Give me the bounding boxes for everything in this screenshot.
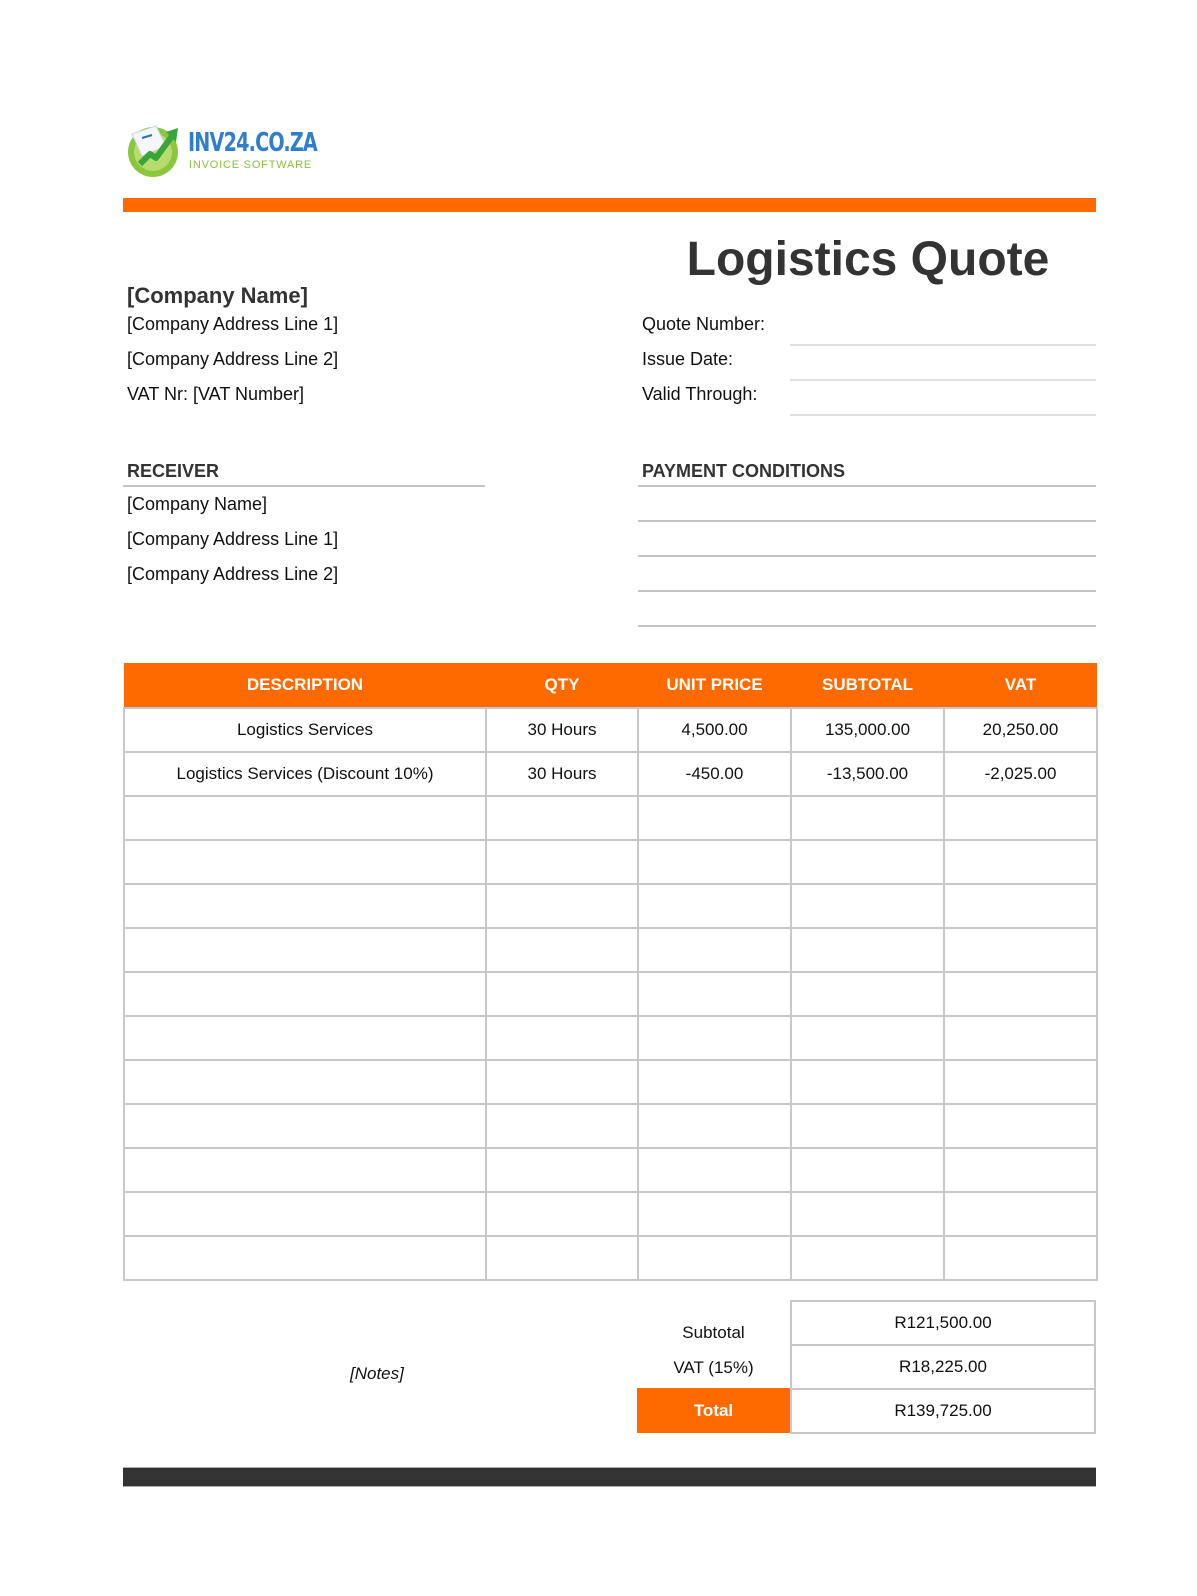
cell-description[interactable] [124,1236,486,1280]
cell-vat[interactable] [944,1060,1097,1104]
cell-subtotal[interactable] [791,1016,944,1060]
receiver-divider [123,485,485,487]
receiver-address-line-1: [Company Address Line 1] [127,529,339,549]
cell-unit-price[interactable] [638,884,791,928]
cell-description[interactable] [124,884,486,928]
sender-company-name: [Company Name] [127,283,308,308]
cell-description[interactable]: Logistics Services (Discount 10%) [124,752,486,796]
grand-total-value: R139,725.00 [790,1388,1096,1434]
sender-address-line-1: [Company Address Line 1] [127,314,339,334]
vat-total-label: VAT (15%) [673,1358,754,1377]
cell-qty[interactable] [486,1148,638,1192]
table-row [124,1148,1097,1192]
cell-vat[interactable] [944,1104,1097,1148]
payment-condition-line-1[interactable] [638,520,1096,522]
table-row [124,752,1097,796]
cell-subtotal[interactable]: -13,500.00 [791,752,944,796]
cell-qty[interactable]: 30 Hours [486,752,638,796]
column-header-unit-price: UNIT PRICE [638,663,791,708]
cell-qty[interactable] [486,1016,638,1060]
cell-vat[interactable] [944,840,1097,884]
cell-vat[interactable]: -2,025.00 [944,752,1097,796]
cell-subtotal[interactable] [791,1060,944,1104]
payment-conditions-heading: PAYMENT CONDITIONS [642,461,846,481]
table-row [124,972,1097,1016]
table-row [124,796,1097,840]
issue-date-label: Issue Date: [642,349,734,369]
logo-tagline: INVOICE SOFTWARE [189,159,313,171]
column-header-subtotal: SUBTOTAL [791,663,944,708]
cell-subtotal[interactable] [791,796,944,840]
column-header-description: DESCRIPTION [124,663,486,708]
cell-unit-price[interactable]: -450.00 [638,752,791,796]
table-row [124,1016,1097,1060]
header-accent-bar [123,198,1096,212]
payment-condition-line-2[interactable] [638,555,1096,557]
cell-unit-price[interactable] [638,1060,791,1104]
cell-vat[interactable] [944,1236,1097,1280]
column-header-qty: QTY [486,663,638,708]
cell-unit-price[interactable] [638,796,791,840]
cell-subtotal[interactable] [791,1148,944,1192]
cell-qty[interactable]: 30 Hours [486,708,638,752]
cell-vat[interactable] [944,928,1097,972]
grand-total-label: Total [637,1388,790,1433]
cell-qty[interactable] [486,884,638,928]
sender-vat-number: VAT Nr: [VAT Number] [127,384,305,404]
cell-description[interactable] [124,1104,486,1148]
cell-unit-price[interactable] [638,928,791,972]
quote-number-label: Quote Number: [642,314,766,334]
table-row [124,1104,1097,1148]
table-row [124,840,1097,884]
cell-subtotal[interactable] [791,972,944,1016]
document-title: Logistics Quote [686,233,1050,286]
line-items-table [123,663,1098,1281]
cell-qty[interactable] [486,1192,638,1236]
cell-description[interactable] [124,840,486,884]
cell-qty[interactable] [486,972,638,1016]
receiver-address-line-2: [Company Address Line 2] [127,564,339,584]
cell-qty[interactable] [486,840,638,884]
invoice-growth-arrow-icon [126,122,182,178]
cell-qty[interactable] [486,1104,638,1148]
cell-unit-price[interactable]: 4,500.00 [638,708,791,752]
cell-subtotal[interactable] [791,884,944,928]
cell-unit-price[interactable] [638,1192,791,1236]
table-row [124,708,1097,752]
cell-subtotal[interactable] [791,840,944,884]
cell-subtotal[interactable] [791,1236,944,1280]
cell-description[interactable] [124,1016,486,1060]
logo-brand-text: INV24.CO.ZA [188,128,317,158]
cell-description[interactable] [124,928,486,972]
subtotal-label: Subtotal [682,1323,745,1342]
payment-condition-line-4[interactable] [638,625,1096,627]
sender-address-line-2: [Company Address Line 2] [127,349,339,369]
cell-vat[interactable]: 20,250.00 [944,708,1097,752]
cell-unit-price[interactable] [638,1236,791,1280]
cell-unit-price[interactable] [638,1016,791,1060]
cell-vat[interactable] [944,796,1097,840]
company-logo [126,120,326,180]
issue-date-field[interactable] [790,379,1096,381]
cell-unit-price[interactable] [638,1148,791,1192]
table-row [124,928,1097,972]
cell-description[interactable] [124,1192,486,1236]
payment-condition-line-3[interactable] [638,590,1096,592]
receiver-company-name: [Company Name] [127,494,268,514]
quote-number-field[interactable] [790,344,1096,346]
valid-through-label: Valid Through: [642,384,758,404]
cell-subtotal[interactable] [791,1104,944,1148]
cell-subtotal[interactable] [791,928,944,972]
table-row [124,1236,1097,1280]
footer-bar [123,1467,1096,1487]
table-row [124,1060,1097,1104]
payment-conditions-divider [638,485,1096,487]
subtotal-value: R121,500.00 [790,1300,1096,1346]
cell-qty[interactable] [486,928,638,972]
table-row [124,1192,1097,1236]
valid-through-field[interactable] [790,414,1096,416]
column-header-vat: VAT [944,663,1097,708]
receiver-heading: RECEIVER [127,461,220,481]
cell-qty[interactable] [486,796,638,840]
cell-unit-price[interactable] [638,972,791,1016]
notes-text[interactable]: [Notes] [350,1364,404,1383]
cell-subtotal[interactable]: 135,000.00 [791,708,944,752]
cell-subtotal[interactable] [791,1192,944,1236]
cell-description[interactable] [124,972,486,1016]
cell-qty[interactable] [486,1236,638,1280]
cell-description[interactable] [124,796,486,840]
cell-vat[interactable] [944,1148,1097,1192]
cell-vat[interactable] [944,1192,1097,1236]
cell-description[interactable]: Logistics Services [124,708,486,752]
cell-description[interactable] [124,1060,486,1104]
vat-total-value: R18,225.00 [790,1344,1096,1390]
cell-vat[interactable] [944,884,1097,928]
cell-qty[interactable] [486,1060,638,1104]
cell-description[interactable] [124,1148,486,1192]
table-header-row [124,663,1097,708]
cell-vat[interactable] [944,972,1097,1016]
cell-unit-price[interactable] [638,840,791,884]
table-row [124,884,1097,928]
cell-vat[interactable] [944,1016,1097,1060]
cell-unit-price[interactable] [638,1104,791,1148]
